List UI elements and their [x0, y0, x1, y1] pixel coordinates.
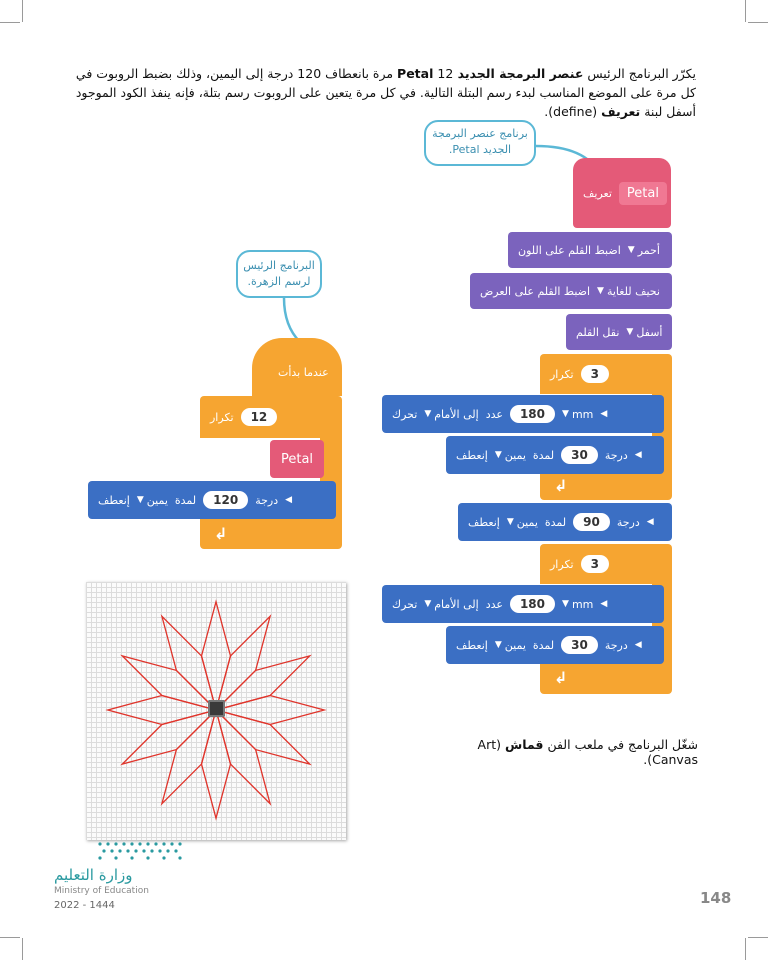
caption-text: شغّل البرنامج في ملعب الفن	[543, 737, 698, 752]
callout-text: برنامج عنصر البرمجة الجديد Petal.	[432, 127, 528, 156]
repeat-label: تكرار	[210, 410, 234, 424]
petal-label: Petal	[280, 451, 314, 467]
direction-dropdown[interactable]	[495, 639, 526, 652]
unit-dropdown[interactable]	[562, 598, 593, 611]
turn-label: إنعطف	[98, 493, 130, 507]
distance-input[interactable]: 180	[510, 405, 555, 423]
direction-value: يمين	[146, 493, 168, 507]
flower-petal	[202, 602, 231, 710]
move-block-1[interactable]	[382, 395, 664, 433]
crop-mark	[745, 0, 746, 22]
move-block-2[interactable]	[382, 585, 664, 623]
turn-block-main[interactable]	[88, 481, 336, 519]
caption-text: (Art Canvas).	[477, 737, 698, 767]
degree-label: درجة	[604, 638, 628, 652]
width-dropdown[interactable]	[597, 285, 660, 298]
crop-mark	[745, 938, 746, 960]
loop-arrow-icon: ↲	[554, 476, 568, 495]
define-label: تعريف	[583, 186, 612, 200]
dropdown-arrow-icon: ▼	[562, 599, 569, 609]
paragraph-bold: تعريف	[601, 104, 641, 119]
count-label: عدد	[485, 597, 503, 611]
repeat-block-main[interactable]	[200, 396, 342, 438]
ministry-name-en: Ministry of Education	[54, 886, 149, 896]
move-label: تحرك	[392, 407, 418, 421]
repeat-block-2[interactable]	[540, 544, 672, 584]
dropdown-arrow-icon: ▼	[424, 599, 432, 609]
dropdown-arrow-icon: ▼	[506, 517, 514, 527]
paragraph-text: يكرّر البرنامج الرئيس	[583, 66, 696, 81]
move-direction-dropdown[interactable]	[424, 598, 478, 611]
duration-label: لمدة	[532, 448, 555, 462]
repeat-block-1[interactable]	[540, 354, 672, 394]
arrow-left-icon: ◀	[634, 450, 642, 460]
page-number: 148	[700, 889, 732, 907]
color-dropdown[interactable]	[628, 244, 660, 257]
direction-dropdown[interactable]	[507, 516, 538, 529]
crop-mark	[22, 0, 23, 22]
arrow-left-icon: ◀	[600, 599, 608, 609]
repeat-count-input[interactable]: 3	[581, 365, 609, 383]
crop-mark	[0, 937, 20, 938]
flower-petal	[202, 710, 231, 818]
turn-label: إنعطف	[456, 638, 488, 652]
dropdown-arrow-icon: ▼	[494, 450, 502, 460]
paragraph-text: (define).	[544, 104, 602, 119]
paragraph-text: 12 مرة بانعطاف 120 درجة إلى اليمين، وذلك بضبط الروبوت في كل مرة على الموضع المناسب لبدء رسم البتلة التالية. في كل مرة يتعين على الروبوت رسم بتلة، فإنه ينفذ الكود الموجود أسفل لبنة	[75, 66, 696, 119]
direction-value: يمين	[516, 515, 538, 529]
color-value: أحمر	[637, 243, 660, 257]
dropdown-arrow-icon: ▼	[562, 409, 569, 419]
direction-dropdown[interactable]	[137, 494, 168, 507]
pen-width-label: اضبط القلم على العرض	[480, 284, 591, 298]
move-label: تحرك	[392, 597, 418, 611]
degree-label: درجة	[604, 448, 628, 462]
repeat-count-input[interactable]: 3	[581, 555, 609, 573]
flower-petal	[216, 696, 324, 725]
duration-label: لمدة	[174, 493, 197, 507]
count-label: عدد	[485, 407, 503, 421]
move-direction-dropdown[interactable]	[424, 408, 478, 421]
width-value: نحيف للغاية	[606, 284, 660, 298]
petal-call-block[interactable]	[270, 440, 324, 478]
turn-label: إنعطف	[468, 515, 500, 529]
robot-icon	[208, 700, 225, 717]
crop-mark	[748, 937, 768, 938]
dropdown-arrow-icon: ▼	[494, 640, 502, 650]
move-direction-value: إلى الأمام	[434, 597, 479, 611]
dropdown-arrow-icon: ▼	[597, 286, 604, 296]
crop-mark	[22, 938, 23, 960]
repeat-label: تكرار	[550, 367, 574, 381]
unit-value: mm	[571, 597, 594, 611]
crop-mark	[748, 22, 768, 23]
edition-year: 2022 - 1444	[54, 900, 115, 911]
turn-block-2[interactable]	[446, 626, 664, 664]
pen-width-block[interactable]	[470, 273, 672, 309]
pen-move-label: نقل القلم	[576, 325, 620, 339]
turn-label: إنعطف	[456, 448, 488, 462]
art-canvas	[86, 582, 346, 840]
crop-mark	[0, 22, 20, 23]
flower-petal	[108, 696, 216, 725]
direction-value: يمين	[504, 638, 526, 652]
repeat-label: تكرار	[550, 557, 574, 571]
run-caption	[440, 737, 698, 767]
intro-paragraph	[74, 64, 696, 121]
callout-main-program	[236, 250, 322, 298]
callout-petal-program	[424, 120, 536, 166]
arrow-left-icon: ◀	[646, 517, 654, 527]
distance-input[interactable]: 180	[510, 595, 555, 613]
dropdown-arrow-icon: ▼	[136, 495, 144, 505]
dropdown-arrow-icon: ▼	[626, 327, 634, 337]
define-name: Petal	[619, 182, 667, 205]
pen-position-dropdown[interactable]	[626, 326, 662, 339]
turn-value-input[interactable]: 30	[561, 636, 598, 654]
loop-arrow-icon: ↲	[554, 668, 568, 687]
turn-value-input[interactable]: 120	[203, 491, 248, 509]
caption-bold: قماش	[504, 737, 544, 752]
loop-arrow-icon: ↲	[214, 524, 228, 543]
pen-color-label: اضبط القلم على اللون	[518, 243, 621, 257]
pen-color-block[interactable]	[508, 232, 672, 268]
dropdown-arrow-icon: ▼	[627, 245, 635, 255]
paragraph-bold: عنصر البرمجة الجديد Petal	[397, 66, 584, 81]
direction-dropdown[interactable]	[495, 449, 526, 462]
arrow-left-icon: ◀	[285, 495, 293, 505]
pen-move-block[interactable]	[566, 314, 672, 350]
duration-label: لمدة	[544, 515, 567, 529]
duration-label: لمدة	[532, 638, 555, 652]
degree-label: درجة	[616, 515, 640, 529]
turn-block-mid[interactable]	[458, 503, 672, 541]
arrow-left-icon: ◀	[600, 409, 608, 419]
degree-label: درجة	[255, 493, 279, 507]
direction-value: يمين	[504, 448, 526, 462]
unit-value: mm	[571, 407, 594, 421]
ministry-logo-text: وزارة التعليم	[54, 866, 133, 884]
unit-dropdown[interactable]	[562, 408, 593, 421]
repeat-count-input[interactable]: 12	[241, 408, 278, 426]
ministry-dots-logo	[96, 840, 184, 862]
arrow-left-icon: ◀	[634, 640, 642, 650]
pen-position-value: أسفل	[636, 325, 663, 339]
turn-block-1[interactable]	[446, 436, 664, 474]
callout-text: البرنامج الرئيس لرسم الزهرة.	[243, 259, 315, 288]
turn-value-input[interactable]: 90	[573, 513, 610, 531]
move-direction-value: إلى الأمام	[434, 407, 479, 421]
define-block[interactable]	[573, 158, 671, 228]
hat-label: عندما بدأت	[278, 366, 329, 379]
turn-value-input[interactable]: 30	[561, 446, 598, 464]
dropdown-arrow-icon: ▼	[424, 409, 432, 419]
